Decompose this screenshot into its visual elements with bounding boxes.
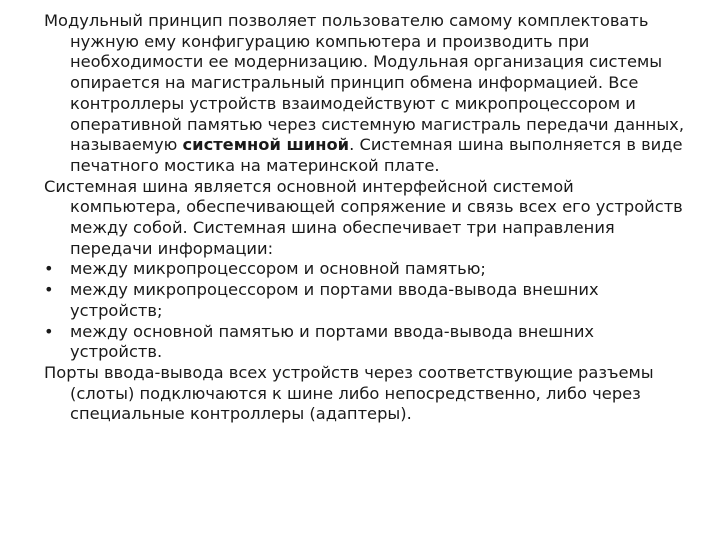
paragraph-1-text-before: Модульный принцип позволяет пользователю самому комплектовать нужную ему конфигурацию компьютера и производить при необходимости ее модернизацию. Модульная организация системы опирается на магистральный принцип обмена информацией. Все контроллеры устройств взаимодействуют с микропроцессором и оперативной памятью через системную магистраль передачи данных, называемую [44,11,684,155]
list-item-text: между основной памятью и портами ввода-вывода внешних устройств. [70,321,595,362]
paragraph-io-ports [44,363,684,425]
bullet-marker: • [44,259,54,279]
paragraph-system-bus [44,177,684,260]
paragraph-3-text: Порты ввода-вывода всех устройств через соответствующие разъемы (слоты) подключаются к шине либо непосредственно, либо через специальные контроллеры (адаптеры). [44,362,654,424]
list-item [44,322,684,363]
paragraph-modular-principle [44,11,684,177]
list-item-text: между микропроцессором и портами ввода-вывода внешних устройств; [70,280,599,320]
slide-body [44,11,684,425]
system-bus-term: системной шиной [182,135,350,155]
list-item-text: между микропроцессором и основной памятью; [70,259,486,279]
list-item [44,259,684,280]
paragraph-2-text: Системная шина является основной интерфейсной системой компьютера, обеспечивающей сопряжение и связь всех его устройств между собой. Системная шина обеспечивает три направления передачи информации: [44,176,683,258]
list-item [44,280,684,321]
bullet-marker: • [44,280,54,300]
bullet-marker: • [44,321,54,341]
paragraph-1-text-after: . Системная шина выполняется в виде печатного мостика на материнской плате. [70,135,683,175]
